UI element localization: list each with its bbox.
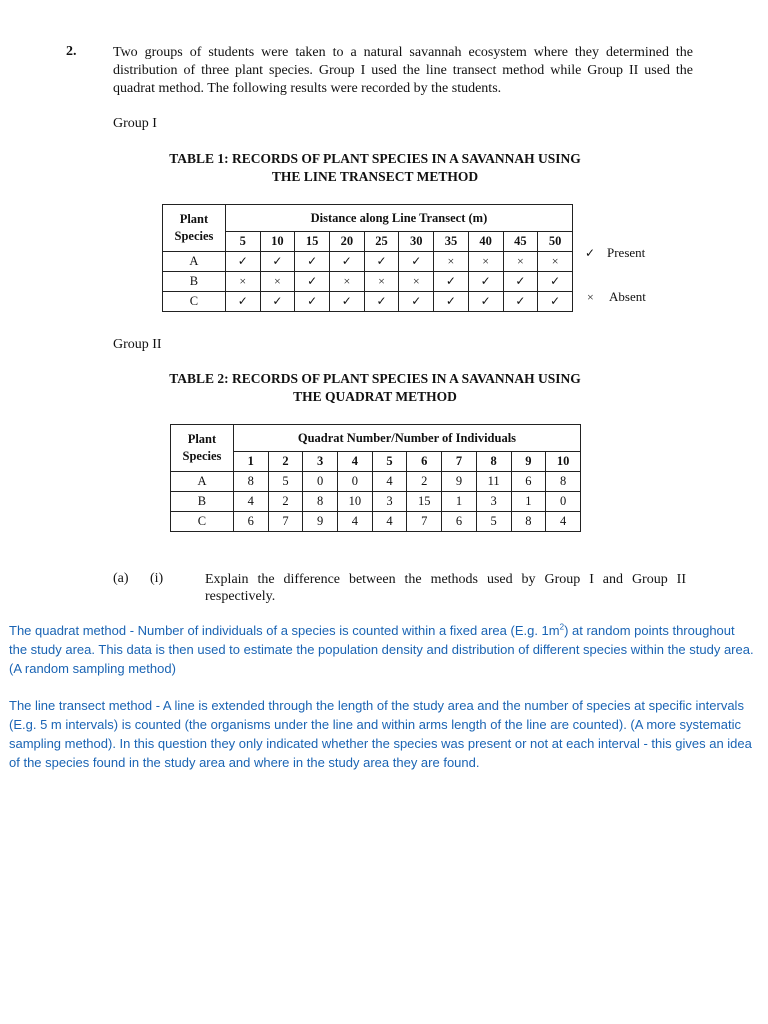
table-2-title	[110, 370, 640, 406]
present-mark: ✓	[295, 272, 330, 292]
table-row	[171, 492, 581, 512]
distance-cell: 15	[295, 232, 330, 252]
answer-quadrat-method: The quadrat method - Number of individuals of a species is counted within a fixed area (E.g. $1m^2$) at random points throughout the study area. This data is then used to estimate the population density and distribution of different species within the study area. (A random sampling method)	[9, 622, 754, 676]
species-cell: C	[163, 292, 226, 312]
present-mark: ✓	[434, 272, 469, 292]
absent-mark: ×	[468, 252, 503, 272]
count-cell: 8	[546, 472, 581, 492]
present-mark: ✓	[329, 252, 364, 272]
count-cell: 9	[442, 472, 477, 492]
quadrat-number-cell: 2	[268, 452, 303, 472]
count-cell: 5	[268, 472, 303, 492]
absent-mark: ×	[260, 272, 295, 292]
count-cell: 2	[407, 472, 442, 492]
present-mark: ✓	[468, 292, 503, 312]
part-a-label: (a)	[113, 571, 129, 586]
present-mark: ✓	[260, 292, 295, 312]
table-1-title-line-1: TABLE 1: RECORDS OF PLANT SPECIES IN A SAVANNAH USING	[169, 151, 581, 166]
part-i-label: (i)	[150, 571, 164, 586]
quadrat-number-cell: 5	[372, 452, 407, 472]
count-cell: 7	[407, 512, 442, 532]
count-cell: 4	[233, 492, 268, 512]
table-row	[171, 512, 581, 532]
distance-cell: 50	[538, 232, 573, 252]
legend-present-label: Present	[607, 245, 646, 260]
species-cell: B	[163, 272, 226, 292]
count-cell: 4	[372, 472, 407, 492]
legend-absent-label: Absent	[609, 289, 646, 304]
absent-mark: ×	[399, 272, 434, 292]
count-cell: 3	[372, 492, 407, 512]
present-mark: ✓	[225, 252, 260, 272]
present-mark: ✓	[399, 292, 434, 312]
count-cell: 4	[546, 512, 581, 532]
count-cell: 6	[511, 472, 546, 492]
absent-mark: ×	[434, 252, 469, 272]
count-cell: 8	[303, 492, 338, 512]
present-mark: ✓	[538, 292, 573, 312]
count-cell: 9	[303, 512, 338, 532]
count-cell: 10	[337, 492, 372, 512]
count-cell: 5	[476, 512, 511, 532]
present-mark: ✓	[468, 272, 503, 292]
count-cell: 0	[337, 472, 372, 492]
table-2-header-row	[171, 425, 581, 452]
present-mark: ✓	[503, 272, 538, 292]
absent-mark: ×	[538, 252, 573, 272]
count-cell: 0	[303, 472, 338, 492]
quadrat-number-cell: 6	[407, 452, 442, 472]
present-mark: ✓	[295, 252, 330, 272]
table-1-header-row	[163, 205, 573, 232]
part-a-question: Explain the difference between the methods used by Group I and Group II respectively.	[205, 572, 686, 604]
answer-line-transect-method: The line transect method - A line is extended through the length of the study area and the number of species at specific intervals (E.g. 5 m intervals) is counted (the organisms under the line and within arms length of the line are counted). (A more systematic sampling method). In this question they only indicated whether the species was present or not at each interval - this gives an idea of the species found in the study area and where in the study area they are found.	[9, 698, 752, 770]
cross-icon: ×	[587, 290, 594, 304]
count-cell: 0	[546, 492, 581, 512]
species-cell: B	[171, 492, 234, 512]
table-2-species-header: Plant Species	[171, 425, 234, 472]
present-mark: ✓	[260, 252, 295, 272]
quadrat-number-cell: 7	[442, 452, 477, 472]
quadrat-number-cell: 4	[337, 452, 372, 472]
table-1-species-header: Plant Species	[163, 205, 226, 252]
present-mark: ✓	[364, 292, 399, 312]
table-2-quadrat-header: Quadrat Number/Number of Individuals	[233, 425, 580, 452]
distance-cell: 30	[399, 232, 434, 252]
table-1-title	[110, 150, 640, 186]
absent-mark: ×	[503, 252, 538, 272]
count-cell: 2	[268, 492, 303, 512]
distance-cell: 20	[329, 232, 364, 252]
line-transect-table	[162, 204, 573, 312]
quadrat-number-cell: 3	[303, 452, 338, 472]
question-number: 2.	[66, 44, 77, 59]
table-1-title-line-2: THE LINE TRANSECT METHOD	[271, 169, 479, 184]
absent-mark: ×	[225, 272, 260, 292]
count-cell: 15	[407, 492, 442, 512]
distance-cell: 40	[468, 232, 503, 252]
table-row	[163, 252, 573, 272]
count-cell: 8	[511, 512, 546, 532]
count-cell: 1	[511, 492, 546, 512]
distance-cell: 25	[364, 232, 399, 252]
count-cell: 3	[476, 492, 511, 512]
legend-absent	[587, 289, 646, 305]
distance-cell: 10	[260, 232, 295, 252]
distance-cell: 45	[503, 232, 538, 252]
quadrat-number-cell: 1	[233, 452, 268, 472]
table-1-distance-header: Distance along Line Transect (m)	[225, 205, 572, 232]
species-cell: A	[163, 252, 226, 272]
absent-mark: ×	[364, 272, 399, 292]
count-cell: 1	[442, 492, 477, 512]
legend-present	[585, 245, 645, 261]
present-mark: ✓	[503, 292, 538, 312]
present-mark: ✓	[329, 292, 364, 312]
table-row	[163, 272, 573, 292]
table-row	[171, 472, 581, 492]
count-cell: 7	[268, 512, 303, 532]
distance-cell: 5	[225, 232, 260, 252]
quadrat-table	[170, 424, 581, 532]
check-icon: ✓	[585, 246, 596, 260]
present-mark: ✓	[295, 292, 330, 312]
count-cell: 6	[442, 512, 477, 532]
species-cell: A	[171, 472, 234, 492]
quadrat-number-cell: 9	[511, 452, 546, 472]
absent-mark: ×	[329, 272, 364, 292]
count-cell: 4	[372, 512, 407, 532]
present-mark: ✓	[399, 252, 434, 272]
present-mark: ✓	[364, 252, 399, 272]
distance-cell: 35	[434, 232, 469, 252]
quadrat-number-cell: 8	[476, 452, 511, 472]
table-2-title-line-2: THE QUADRAT METHOD	[293, 389, 457, 404]
count-cell: 6	[233, 512, 268, 532]
present-mark: ✓	[538, 272, 573, 292]
present-mark: ✓	[225, 292, 260, 312]
species-cell: C	[171, 512, 234, 532]
group-2-label: Group II	[113, 337, 162, 352]
count-cell: 8	[233, 472, 268, 492]
group-1-label: Group I	[113, 116, 157, 131]
table-2-title-line-1: TABLE 2: RECORDS OF PLANT SPECIES IN A SAVANNAH USING	[169, 371, 581, 386]
present-mark: ✓	[434, 292, 469, 312]
count-cell: 11	[476, 472, 511, 492]
question-intro: Two groups of students were taken to a natural savannah ecosystem where they determined the distribution of three plant species. Group I used the line transect method while Group II used the quadrat method. The following results were recorded by the students.	[113, 45, 693, 96]
count-cell: 4	[337, 512, 372, 532]
table-row	[163, 292, 573, 312]
quadrat-number-cell: 10	[546, 452, 581, 472]
